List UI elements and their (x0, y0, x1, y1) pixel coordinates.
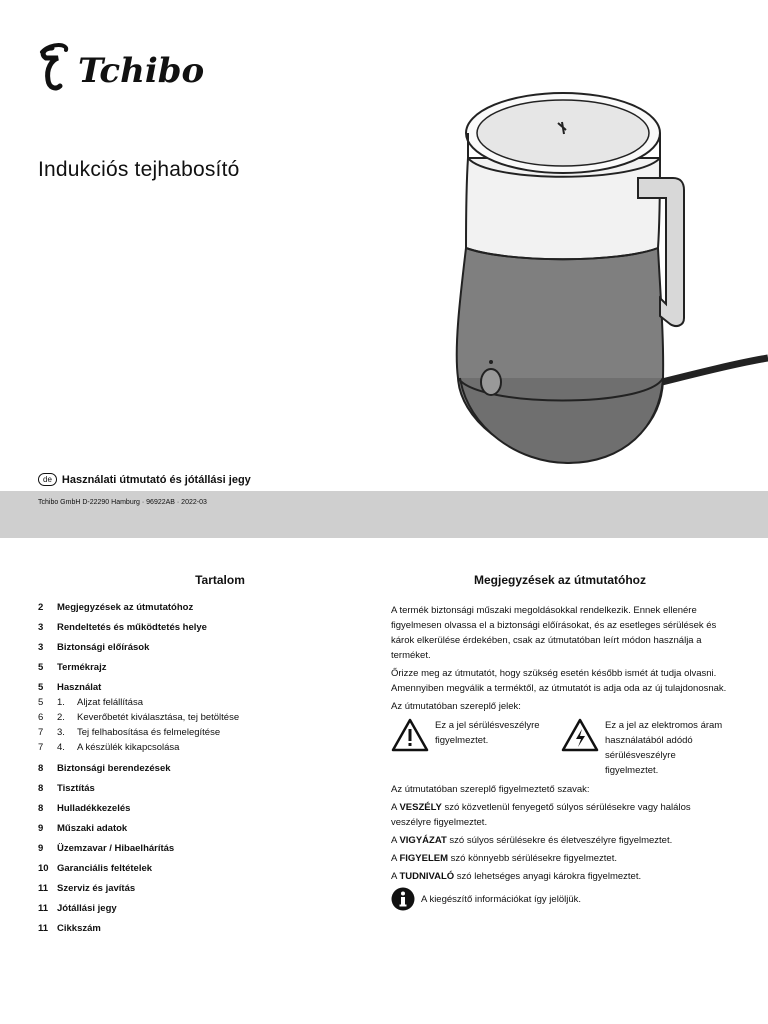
notes-paragraph: A termék biztonsági műszaki megoldásokkal rendelkezik. Ennek ellenére figyelmesen olvassa el a biztonsági előírásokat, és az esetleges sérülések és károk elkerülése érdekében, csak az útmutatóban leírt módon használja a terméket. (391, 605, 717, 661)
toc-item[interactable]: 5 Használat (38, 682, 102, 693)
toc-subitem[interactable]: 7 4. A készülék kikapcsolása (38, 742, 180, 753)
symbol-injury (391, 718, 561, 778)
toc-item[interactable]: 11 Jótállási jegy (38, 903, 117, 914)
toc-subitem[interactable]: 6 2. Keverőbetét kiválasztása, tej betöltése (38, 712, 240, 723)
toc-item[interactable]: 5 Termékrajz (38, 662, 107, 673)
toc-item[interactable]: 11 Szerviz és javítás (38, 883, 136, 894)
tchibo-logo (38, 38, 218, 98)
toc-subitem[interactable]: 7 3. Tej felhabosítása és felmelegítése (38, 727, 221, 738)
signal-line: A VESZÉLY szó közvetlenül fenyegető súlyos sérülésekre vagy halálos veszélyre figyelmeztet. (391, 802, 691, 828)
language-badge: de (38, 473, 57, 486)
toc-item[interactable]: 3 Rendeltetés és működtetés helye (38, 622, 207, 633)
toc-item[interactable]: 10 Garanciális feltételek (38, 863, 153, 874)
table-of-contents (38, 602, 338, 943)
notes-title: Megjegyzések az útmutatóhoz (473, 573, 647, 587)
symbol-electric-text: Ez a jel az elektromos áram használatából adódó sérülésveszélyre figyelmeztet. (605, 720, 723, 776)
electric-warning-icon (561, 718, 599, 752)
document-type-label: Használati útmutató és jótállási jegy (61, 473, 251, 486)
info-icon (391, 887, 415, 911)
toc-title: Tartalom (195, 573, 245, 587)
toc-item[interactable]: 8 Tisztítás (38, 783, 95, 794)
notes-section (391, 603, 731, 911)
signal-line: A FIGYELEM szó könnyebb sérülésekre figyelmeztet. (391, 853, 617, 864)
svg-text:Tchibo: Tchibo (78, 51, 205, 91)
imprint: Tchibo GmbH D-22290 Hamburg · 96922AB · 2022-03 (38, 499, 207, 506)
symbol-electric (561, 718, 731, 778)
symbol-row (391, 718, 731, 778)
info-row (391, 887, 731, 911)
toc-subitem[interactable]: 5 1. Aljzat felállítása (38, 697, 144, 708)
info-text: A kiegészítő információkat így jelöljük. (421, 893, 581, 905)
symbol-injury-text: Ez a jel sérülésveszélyre figyelmeztet. (435, 720, 540, 746)
symbols-intro: Az útmutatóban szereplő jelek: (391, 701, 521, 712)
toc-item[interactable]: 9 Műszaki adatok (38, 823, 128, 834)
toc-item[interactable]: 11 Cikkszám (38, 923, 101, 934)
warning-triangle-icon (391, 718, 429, 752)
toc-item[interactable]: 3 Biztonsági előírások (38, 642, 150, 653)
toc-item[interactable]: 8 Biztonsági berendezések (38, 763, 171, 774)
signal-line: A TUDNIVALÓ szó lehetséges anyagi károkra figyelmeztet. (391, 871, 642, 882)
milk-frother-illustration (448, 78, 768, 468)
toc-item[interactable]: 2 Megjegyzések az útmutatóhoz (38, 602, 194, 613)
toc-item[interactable]: 8 Hulladékkezelés (38, 803, 131, 814)
document-type-line (38, 473, 251, 486)
signal-line: A VIGYÁZAT szó súlyos sérülésekre és életveszélyre figyelmeztet. (391, 835, 673, 846)
notes-paragraph: Őrizze meg az útmutatót, hogy szükség esetén később ismét át tudja olvasni. Amennyiben megválik a terméktől, az útmutatót is adja oda az új tulajdonosnak. (391, 668, 727, 694)
page-title: Indukciós tejhabosító (38, 158, 240, 181)
signal-intro: Az útmutatóban szereplő figyelmeztető szavak: (391, 784, 590, 795)
toc-item[interactable]: 9 Üzemzavar / Hibaelhárítás (38, 843, 175, 854)
toc-group-usage (38, 682, 338, 755)
